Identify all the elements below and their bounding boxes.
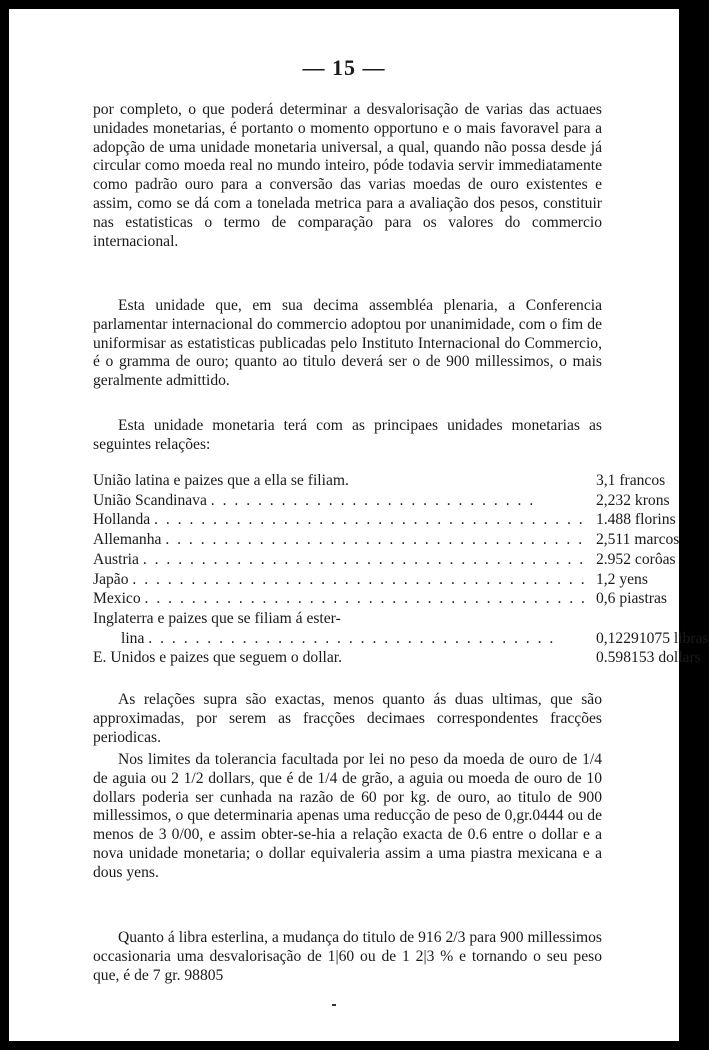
table-row	[93, 570, 709, 590]
leader-dots: . . . . . . . . . . . . . . . . . . . . . . . . . . . . . . . . . . . . .	[154, 511, 585, 529]
leader-dots: . . . . . . . . . . . . . . . . . . . . . . . . . . . . . . . . . . .	[148, 629, 556, 647]
paragraph-1: por completo, o que poderá determinar a desvalorisação de varias das actuaes unidades monetarias, é portanto o momento opportuno e o mais favoravel para a adopção de uma unidade monetaria universal, a qual, quando não possa desde já circular como moeda real no mundo inteiro, póde todavia servir immediatamente como padrão ouro para a conversão das varias moedas de ouro existentes e assim, como se dá com a tonelada metrica para a avaliação dos pesos, constituir nas estatisticas o termo de comparação para os valores do commercio internacional.	[93, 101, 602, 250]
paragraph-5: Nos limites da tolerancia facultada por lei no peso da moeda de ouro de 1/4 de aguia ou 2 1/2 dollars, que é de 1/4 de grão, a aguia ou moeda de ouro de 10 dollars poderia ser cunhada na razão de 60 por kg. de ouro, ao titulo de 900 millessimos, o que determinaria apenas uma reducção de peso de 0,gr.0444 ou de menos de 3 0/00, e assim obter-se-hia a relação exacta de 0.6 entre o dollar e a nova unidade monetaria; o dollar equivaleria assim a uma piastra mexicana e a dous yens.	[93, 751, 602, 881]
document-page	[9, 9, 709, 1041]
rate-value: 2,511 marcos	[595, 531, 680, 549]
rate-label: União latina e paizes que a ella se filiam.	[93, 472, 349, 489]
exchange-rates-table	[93, 471, 709, 668]
rate-value: 1,2 yens	[595, 570, 648, 588]
table-row	[93, 589, 709, 609]
table-row	[93, 550, 709, 570]
paragraph-4: As relações supra são exactas, menos quanto ás duas ultimas, que são approximadas, por serem as fracções decimaes correspondentes fracções periodicas.	[93, 691, 602, 746]
table-row	[93, 609, 709, 629]
table-row	[93, 530, 709, 550]
rate-value: 0.598153 dollars	[595, 649, 701, 667]
rate-label: União Scandinava	[93, 491, 207, 509]
leader-dots: . . . . . . . . . . . . . . . . . . . . . . . . . . . .	[210, 491, 536, 509]
rate-label: Mexico	[93, 590, 141, 608]
rate-value: 2,232 krons	[595, 491, 670, 509]
rate-label: Austria	[93, 550, 139, 568]
table-row	[93, 471, 709, 491]
rate-label: Hollanda	[93, 511, 151, 529]
rate-value	[587, 609, 709, 629]
table-row	[93, 491, 709, 511]
leader-dots: . . . . . . . . . . . . . . . . . . . . . . . . . . . . . . . . . . . . . .	[142, 550, 586, 568]
leader-dots: . . . . . . . . . . . . . . . . . . . . . . . . . . . . . . . . . . . . . . .	[132, 570, 587, 588]
leader-dots: . . . . . . . . . . . . . . . . . . . . . . . . . . . . . . . . . . . . . .	[144, 590, 587, 608]
rate-value: 3,1 francos	[595, 472, 666, 489]
paragraph-2: Esta unidade que, em sua decima assembléa plenaria, a Conferencia parlamentar internacional do commercio adoptou por unanimidade, com o fim de uniformisar as estatisticas publicadas pelo Instituto Internacional do Commercio, é o gramma de ouro; quanto ao titulo deverá ser o de 900 millessimos, o mais geralmente admittido.	[93, 297, 602, 390]
table-row	[93, 629, 709, 649]
page-number: — 15 —	[302, 55, 386, 80]
paragraph-6: Quanto á libra esterlina, a mudança do titulo de 916 2/3 para 900 millessimos occasionaria uma desvalorisação de 1|60 ou de 1 2|3 % e tornando o seu peso que, é de 7 gr. 98805	[93, 929, 602, 984]
rate-value: 2.952 corôas	[595, 550, 676, 568]
rate-label: Inglaterra e paizes que se filiam á ester-	[93, 609, 341, 627]
print-mark	[332, 1004, 336, 1006]
rate-label: E. Unidos e paizes que seguem o dollar.	[93, 649, 343, 667]
table-row	[93, 648, 709, 668]
rate-value: 1.488 florins	[595, 511, 676, 529]
rate-value: 0,12291075 libras	[595, 629, 709, 647]
rate-label: Allemanha	[93, 531, 162, 549]
paragraph-3: Esta unidade monetaria terá com as principaes unidades monetarias as seguintes relações:	[93, 417, 602, 453]
table-row	[93, 510, 709, 530]
rate-label: lina	[121, 629, 145, 647]
rate-label: Japão	[93, 570, 129, 588]
leader-dots: . . . . . . . . . . . . . . . . . . . . . . . . . . . . . . . . . . . .	[165, 531, 585, 549]
rate-value: 0,6 piastras	[595, 590, 667, 608]
